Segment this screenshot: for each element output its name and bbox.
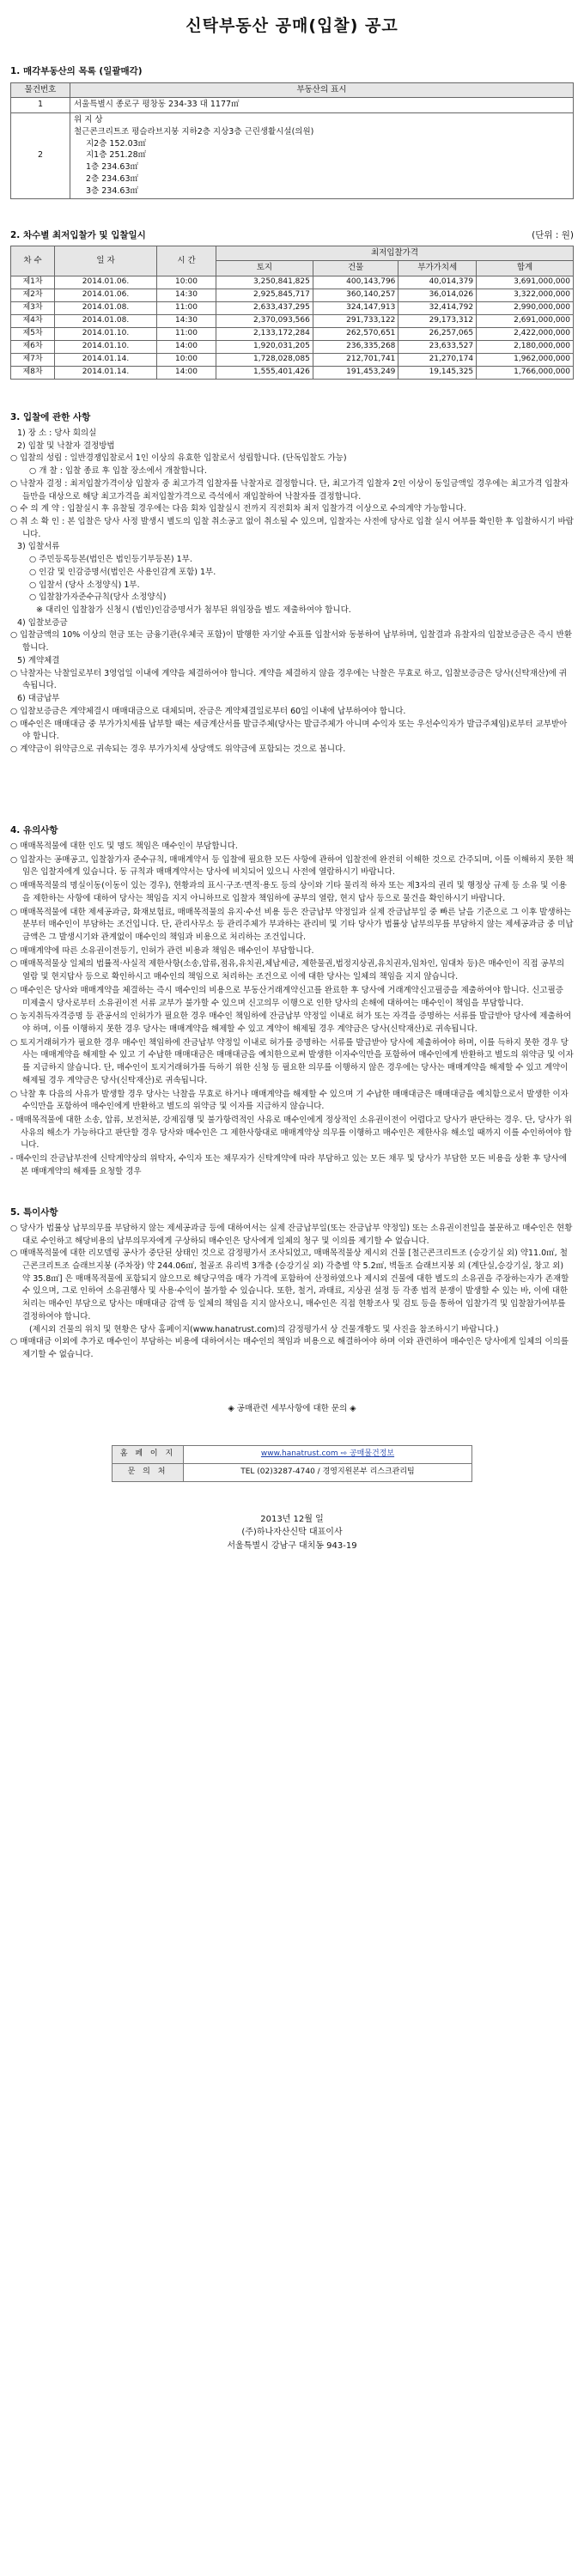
- table-cell: 2014.01.14.: [55, 366, 157, 379]
- table-cell: 제5차: [11, 327, 55, 340]
- bid-table: [10, 246, 574, 380]
- table-cell: 11:00: [157, 302, 216, 315]
- table-cell: 1,728,028,085: [216, 353, 313, 366]
- table-cell: 제6차: [11, 340, 55, 353]
- list-item: ○ 매수인은 당사와 매매계약을 체결하는 즉시 매수인의 비용으로 부동산거래계약신고를 완료한 후 당사에 거래계약신고필증을 제출하여야 합니다. 신고필증 미제출시 당사로부터 소유권이전 서류 교부가 불가할 수 있으며 신고의무 이행으로 인한 당사의 손해에 대하여는 매수인이 책임을 부담합니다.: [10, 985, 563, 1008]
- section-title: 3. 입찰에 관한 사항: [10, 411, 91, 422]
- table-cell: 14:30: [157, 289, 216, 302]
- table-cell: 14:00: [157, 340, 216, 353]
- table-cell: 1: [11, 98, 70, 113]
- homepage-link[interactable]: www.hanatrust.com ⇨ 공매물건정보: [260, 1449, 395, 1458]
- table-cell: 2,925,845,717: [216, 289, 313, 302]
- table-cell: 제1차: [11, 276, 55, 289]
- table-cell: 3,250,841,825: [216, 276, 313, 289]
- table-row: [11, 340, 574, 353]
- text-line: 2) 입찰 및 낙찰자 결정방법: [17, 440, 115, 451]
- table-cell: 262,570,651: [313, 327, 398, 340]
- signature-block: [10, 1513, 574, 1553]
- table-cell: 1,766,000,000: [477, 366, 574, 379]
- list-item: ○ 낙찰 후 다음의 사유가 발생할 경우 당사는 낙찰을 무효로 하거나 매매계약을 해제할 수 있으며 기 수납한 매매대금은 매매대금을 예치함으로서 발생한 이자수익만을 포함하여 매수인에게 반환하고 별도의 위약금 및 이자를 지급하지 않습니다.: [10, 1089, 569, 1112]
- table-cell: 2,633,437,295: [216, 302, 313, 315]
- table-cell: 2,370,093,566: [216, 315, 313, 328]
- table-cell: 2014.01.06.: [55, 276, 157, 289]
- table-header: 물건번호: [11, 82, 70, 98]
- section-cautions: [10, 823, 574, 1179]
- text-line: ○ 개 찰 : 입찰 종료 후 입찰 장소에서 개찰합니다.: [29, 466, 207, 477]
- section-title: 4. 유의사항: [10, 824, 58, 835]
- table-cell: 10:00: [157, 353, 216, 366]
- list-item: ○ 매매목적물상 일체의 법률적·사실적 제한사항(소송,압류,점유,유치권,체납세금, 제한물권,법정지상권,유치권자,임차인, 임대차 등)은 매수인이 직접 공부의 열람 및 현지답사 등으로 확인하시고 매수인의 책임으로 처리하는 조건으로 이에 대한 당사는 일체의 책임을 지지 않습니다.: [10, 959, 565, 982]
- table-cell: 400,143,796: [313, 276, 398, 289]
- text-line: ○ 입찰보증금은 계약체결시 매매대금으로 대체되며, 잔금은 계약체결일로부터 60일 이내에 납부하여야 합니다.: [10, 706, 406, 716]
- table-cell: 10:00: [157, 276, 216, 289]
- line: 지2층 152.03㎡: [86, 138, 147, 149]
- table-row: [11, 98, 574, 113]
- text-line: ○ 수 의 계 약 : 입찰실시 후 유찰될 경우에는 다음 회차 입찰실시 전까지 직전회차 최저 입찰가격 이상으로 수의계약 가능합니다.: [10, 504, 466, 514]
- section-bid-schedule: [10, 228, 574, 380]
- text-line: ○ 입찰의 성립 : 일반경쟁입찰로서 1인 이상의 유효한 입찰로서 성립합니다. (단독입찰도 가능): [10, 453, 347, 464]
- table-row: [11, 366, 574, 379]
- table-cell: 2,422,000,000: [477, 327, 574, 340]
- table-cell: 2014.01.14.: [55, 353, 157, 366]
- table-cell: 36,014,026: [398, 289, 477, 302]
- list-item: ○ 매매목적물에 대한 인도 및 명도 책임은 매수인이 부담합니다.: [10, 841, 238, 851]
- table-cell: 2014.01.06.: [55, 289, 157, 302]
- table-cell: 제8차: [11, 366, 55, 379]
- section-property-list: [10, 64, 574, 198]
- table-header: 최저입찰가격: [216, 246, 574, 261]
- list-item: ○ 토지거래허가가 필요한 경우 매수인 책임하에 잔금납부 약정일 이내로 허가를 증명하는 서류를 발급받아 당사에 제출하여야 하며, 이를 득하지 못한 경우 당사는 매매계약을 해제할 수 있고 기 수납한 매매대금은 매매대금을 예치한으로써 발생한 이자수익만을 포함하여 매수인에게 반환하고 별도의 위약금 및 이자를 지급하지 않습니다. 단, 매수인이 토지거래허가를 득하기 위한 신청 등 필요한 의무를 이행하지 않은 경우에는 당사는 매매계약을 해제할 수 있고 계약이 해제될 경우 계약금은 당사(신탁재산)로 귀속됩니다.: [10, 1037, 574, 1085]
- table-row: [11, 327, 574, 340]
- inquiry-notice: ◈ 공매관련 세부사항에 대한 문의 ◈: [228, 1403, 356, 1413]
- text-line: 6) 대금납부: [17, 694, 60, 704]
- table-cell: 21,270,174: [398, 353, 477, 366]
- section-title-wrap: [10, 228, 574, 242]
- page-title: 신탁부동산 공매(입찰) 공고: [186, 16, 398, 35]
- company-name: (주)하나자산신탁 대표이사: [241, 1528, 343, 1537]
- line: 2층 234.63㎡: [86, 173, 138, 184]
- line: 위 지 상: [74, 115, 103, 125]
- line: 지1층 251.28㎡: [86, 150, 147, 161]
- list-item: ○ 매매목적물에 대한 제세공과금, 화재보험료, 매매목적물의 유지·수선 비용 등은 잔금납부 약정일과 실제 잔금납부일 중 빠른 날을 기준으로 그 이후 발생하는 분부터 매수인이 부담하는 조건입니다. 단, 관리사무소 등 관리주체가 부과하는 관리비 및 기타 당사가 법률상 납부의무를 부담하지 않는 제세공과금 중 미납금액은 그 발생시기와 관계없이 매수인의 책임과 비용으로 처리하는 조건입니다.: [10, 907, 574, 942]
- table-header: 시 간: [157, 246, 216, 276]
- section-body: [10, 1223, 574, 1362]
- section-title: 2. 차수별 최저입찰가 및 입찰일시: [10, 229, 146, 240]
- list-item: - 매매목적물에 대한 소송, 압류, 보전처분, 강제집행 및 불가항력적인 사유로 매수인에게 정상적인 소유권이전이 어렵다고 당사가 판단하는 경우. 단, 당사가 위 사유의 해소가 가능하다고 판단할 경우 당사와 매수인은 그 제한사항대로 매매계약상 의무를 이행하고 매수인은 제한사유 해소일 때까지 이를 수인하여야 합니다.: [10, 1115, 573, 1151]
- list-item: (제시외 건물의 위치 및 현황은 당사 홈페이지(www.hanatrust.com)의 감정평가서 상 건물개황도 및 사진을 참조하시기 바랍니다.): [29, 1324, 499, 1334]
- list-item: ○ 매매목적물의 명실이동(이동이 있는 경우), 현황과의 표시·구조·면적·용도 등의 상이와 기타 물리적 하자 또는 제3자의 권리 및 행정상 규제 등 소유 및 이용을 제한하는 사항에 대하여 당사는 책임을 지지 아니하므로 입찰자 책임하에 공부의 열람, 현지 답사 등으로 물건을 확인하시기 바랍니다.: [10, 881, 567, 903]
- table-cell: 2,133,172,284: [216, 327, 313, 340]
- line: 철근콘크리트조 평슬라브지붕 지하2층 지상3층 근린생활시설(의원): [74, 126, 314, 137]
- table-row: [11, 353, 574, 366]
- table-header: 부가가치세: [398, 261, 477, 276]
- text-line: ○ 인감 및 인감증명서(법인은 사용인감계 포함) 1부.: [29, 567, 216, 577]
- notice-date: 2013년 12월 일: [260, 1514, 324, 1524]
- list-item: ○ 매매계약에 따른 소유권이전등기, 인허가 관련 비용과 책임은 매수인이 부담합니다.: [10, 945, 314, 956]
- table-cell: 3,322,000,000: [477, 289, 574, 302]
- list-item: ○ 입찰자는 공매공고, 입찰참가자 준수규칙, 매매계약서 등 입찰에 필요한 모든 사항에 관하여 입찰전에 완전히 이해한 것으로 간주되며, 이를 이해하지 못한 책임은 입찰자에게 있습니다. 동 규칙과 매매계약서는 당사에 비치되어 있으니 사전에 열람하시기 바랍니다.: [10, 854, 574, 878]
- table-cell: 40,014,379: [398, 276, 477, 289]
- text-line: ○ 매수인은 매매대금 중 부가가치세를 납부할 때는 세금계산서를 발급주체(당사는 발급주체가 아니며 수익자 또는 우선수익자가 발급주체임)로부터 교부받아야 합니다.: [10, 719, 568, 742]
- section-special-notes: [10, 1206, 574, 1362]
- table-cell: 191,453,249: [313, 366, 398, 379]
- table-cell: 212,701,741: [313, 353, 398, 366]
- table-row: [11, 289, 574, 302]
- table-cell: 제7차: [11, 353, 55, 366]
- table-cell: 360,140,257: [313, 289, 398, 302]
- table-header: 부동산의 표시: [70, 82, 574, 98]
- table-cell: 32,414,792: [398, 302, 477, 315]
- table-cell: 11:00: [157, 327, 216, 340]
- table-cell: 3,691,000,000: [477, 276, 574, 289]
- line: 1층 234.63㎡: [86, 162, 138, 173]
- table-row: [11, 276, 574, 289]
- table-cell: 2,691,000,000: [477, 315, 574, 328]
- text-line: 4) 입찰보증금: [17, 617, 68, 628]
- table-cell: 2014.01.08.: [55, 302, 157, 315]
- table-header: 토지: [216, 261, 313, 276]
- section-title: 5. 특이사항: [10, 1206, 58, 1218]
- table-cell: 2,180,000,000: [477, 340, 574, 353]
- table-cell: 324,147,913: [313, 302, 398, 315]
- inquiry-value: TEL (02)3287-4740 / 경영지원본부 리스크관리팀: [184, 1463, 472, 1481]
- section-bidding-info: [10, 410, 574, 756]
- list-item: ○ 당사가 법률상 납부의무를 부담하지 않는 제세공과금 등에 대하여서는 실제 잔금납부일(또는 잔금납부 약정일) 또는 소유권이전일을 불문하고 매수인은 현황대로 수인하고 해당비용의 납부의무자에게 구상하되 매수인은 당사에게 일체의 청구 및 이의를 제기할 수 없습니다.: [10, 1223, 573, 1246]
- table-cell: [70, 113, 574, 198]
- company-address: 서울특별시 강남구 대치동 943-19: [227, 1540, 357, 1551]
- homepage-cell: [184, 1445, 472, 1463]
- text-line: ○ 계약금이 위약금으로 귀속되는 경우 부가가치세 상당액도 위약금에 포함되는 것으로 봅니다.: [10, 744, 346, 754]
- section-body: [10, 428, 574, 756]
- unit-label: (단위 : 원): [532, 229, 574, 240]
- table-cell: 서울특별시 종로구 평창동 234-33 대 1177㎡: [70, 98, 574, 113]
- table-cell: 2014.01.08.: [55, 315, 157, 328]
- bid-table-body: [11, 276, 574, 380]
- table-cell: 2014.01.10.: [55, 327, 157, 340]
- line: 3층 234.63㎡: [86, 185, 138, 196]
- section-body: [10, 841, 574, 1179]
- inquiry-label: 문 의 처: [113, 1463, 184, 1481]
- list-item: ○ 매매대금 이외에 추가로 매수인이 부담하는 비용에 대하여서는 매수인의 책임과 비용으로 해결하여야 하며 이와 관련하여 매수인은 당사에게 일체의 이의를 제기할 수 없습니다.: [10, 1337, 569, 1360]
- table-cell: 26,257,065: [398, 327, 477, 340]
- table-cell: 제3차: [11, 302, 55, 315]
- text-line: ○ 입찰참가자준수규칙(당사 소정양식): [29, 592, 167, 603]
- table-cell: 23,633,527: [398, 340, 477, 353]
- text-line: ○ 입찰금액의 10% 이상의 현금 또는 금융기관(우체국 포함)이 발행한 자기앞 수표를 입찰서와 동봉하여 납부하며, 입찰결과 유찰자의 입찰보증금은 즉시 반환합니다.: [10, 630, 572, 653]
- text-line: 1) 장 소 : 당사 회의실: [17, 428, 97, 438]
- text-line: ○ 낙찰자 결정 : 최저입찰가격이상 입찰자 중 최고가격 입찰자를 낙찰자로 결정합니다. 단, 최고가격 입찰자 2인 이상이 동일금액일 경우에는 최고가격 입찰자들만을 대상으로 해당 최고가격을 최저입찰가격으로 즉석에서 재입찰하여 낙찰자를 결정합니다.: [10, 478, 569, 501]
- text-line: ○ 주민등록등본(법인은 법인등기부등본) 1부.: [29, 555, 192, 565]
- table-cell: 제4차: [11, 315, 55, 328]
- table-cell: 236,335,268: [313, 340, 398, 353]
- table-header: 합계: [477, 261, 574, 276]
- table-cell: 1,555,401,426: [216, 366, 313, 379]
- table-row: [11, 302, 574, 315]
- table-header: 건물: [313, 261, 398, 276]
- table-cell: 29,173,312: [398, 315, 477, 328]
- table-cell: 291,733,122: [313, 315, 398, 328]
- homepage-label: 홈 페 이 지: [113, 1445, 184, 1463]
- table-cell: 1,920,031,205: [216, 340, 313, 353]
- contact-table: [112, 1445, 472, 1482]
- table-header: 일 자: [55, 246, 157, 276]
- text-line: 5) 계약체결: [17, 655, 60, 665]
- text-line: ※ 대리인 입찰참가 신청시 (법인)인감증명서가 첨부된 위임장을 별도 제출하여야 합니다.: [36, 605, 351, 616]
- table-cell: 1,962,000,000: [477, 353, 574, 366]
- text-line: ○ 입찰서 (당사 소정양식) 1부.: [29, 580, 140, 590]
- table-cell: 14:30: [157, 315, 216, 328]
- list-item: ○ 농지취득자격증명 등 관공서의 인허가가 필요한 경우 매수인 책임하에 잔금납부 약정일 이내로 허가 또는 자격을 증명하는 서류를 발급받아 당사에 제출하여야 하며, 이를 이행하지 못한 경우 당사는 매매계약을 해제할 수 있고 계약이 해제될 경우 계약금은 당사(신탁재산)로 귀속됩니다.: [10, 1012, 571, 1034]
- list-item: ○ 매매목적물에 대한 리모델링 공사가 중단된 상태인 것으로 감정평가서 조사되었고, 매매목적물상 제시외 건물 [철근콘크리트조 (승강기실 외) 약11.0㎡, 철근콘크리트조 슬래브지붕 (주차장) 약 244.06㎡, 철골조 유리벽 3개층 (승강기실 외) 각층별 약 5.2㎡, 벽돌조 슬래브지붕 외 (계단실,승강기실, 창고 외) 약 35.8㎡] 은 매매목적물에 포함되지 않으므로 해당구역을 매각 가격에 포함하여 산정하였으나 제시외 건물에 대한 별도의 소유권을 주장하는자가 존재할 수 있으며, 그로 인하여 소유권행사 및 사용·수익이 불가할 수 있습니다. 또한, 철거, 과태료, 지상권 설정 등 각종 법적 분쟁이 발생할 수 있는 바, 이에 대한 처리는 매수인 부담으로 당사는 매매대금 감액 등 일체의 책임을 지지 않사오니, 매수인은 직접 현황조사 및 검토 등을 통하여 입찰가격 및 입찰참가여부를 결정하여야 합니다.: [10, 1249, 569, 1321]
- table-header: 차 수: [11, 246, 55, 276]
- text-line: ○ 취 소 확 인 : 본 입찰은 당사 사정 발생시 별도의 입찰 취소공고 없이 취소될 수 있으며, 입찰자는 사전에 당사로 입찰 실시 여부를 확인한 후 입찰하시기 바랍니다.: [10, 517, 574, 539]
- table-cell: 제2차: [11, 289, 55, 302]
- section-title: 1. 매각부동산의 목록 (일괄매각): [10, 66, 143, 77]
- table-cell: 19,145,325: [398, 366, 477, 379]
- table-row: [11, 315, 574, 328]
- text-line: 3) 입찰서류: [17, 542, 60, 552]
- table-cell: 2: [11, 113, 70, 198]
- list-item: - 매수인의 잔금납부전에 신탁계약상의 위탁자, 수익자 또는 채무자가 신탁계약에 따라 부담하고 있는 모든 채무 및 당사가 부담한 모든 비용을 상환 후 당사에 본 매매계약의 해제를 요청할 경우: [10, 1154, 568, 1176]
- table-cell: 2,990,000,000: [477, 302, 574, 315]
- property-table: [10, 82, 574, 199]
- text-line: ○ 낙찰자는 낙찰일로부터 3영업일 이내에 계약을 체결하여야 합니다. 계약을 체결하지 않을 경우에는 낙찰은 무효로 하고, 입찰보증금은 당사(신탁재산)에 귀속됩니다.: [10, 668, 568, 691]
- table-cell: 14:00: [157, 366, 216, 379]
- table-row: [11, 113, 574, 198]
- table-cell: 2014.01.10.: [55, 340, 157, 353]
